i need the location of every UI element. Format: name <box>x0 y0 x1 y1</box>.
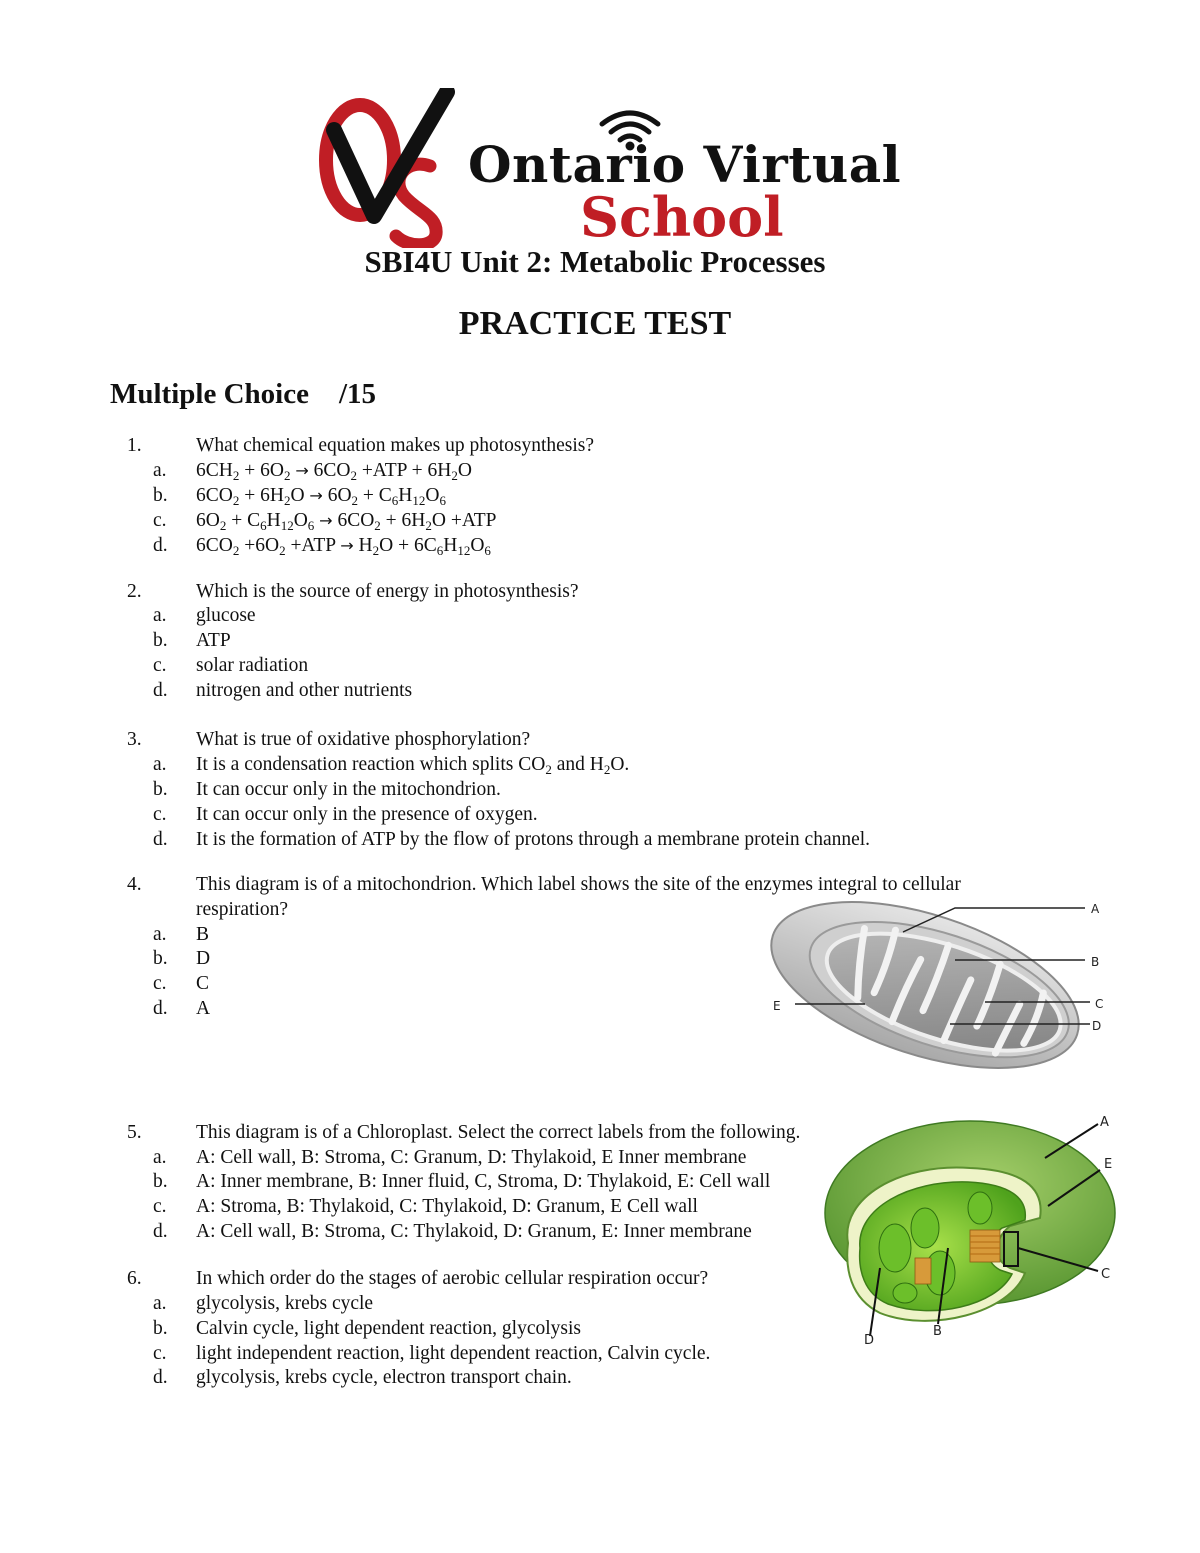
option-text: glucose <box>196 605 256 626</box>
diagram-label: A <box>1091 902 1100 916</box>
option-text: nitrogen and other nutrients <box>196 680 413 701</box>
question-number: 1. <box>127 435 142 456</box>
option-letter: a. <box>153 1293 167 1314</box>
diagram-label: D <box>1092 1019 1102 1033</box>
question-number: 6. <box>127 1268 142 1289</box>
diagram-label: C <box>1095 997 1104 1011</box>
option-letter: b. <box>153 485 168 506</box>
option-letter: d. <box>153 535 168 556</box>
option-letter: d. <box>153 1367 168 1388</box>
option-letter: d. <box>153 1221 168 1242</box>
option-text: It can occur only in the mitochondrion. <box>196 779 501 800</box>
option-letter: d. <box>153 680 168 701</box>
option-text: A: Cell wall, B: Stroma, C: Thylakoid, D: Granum, E: Inner membrane <box>196 1221 752 1242</box>
diagram-label: A <box>1100 1115 1109 1130</box>
diagram-label: E <box>773 999 781 1013</box>
option-letter: c. <box>153 1196 167 1217</box>
option-text: C <box>196 973 210 994</box>
option-text: light independent reaction, light dependent reaction, Calvin cycle. <box>196 1343 711 1364</box>
option-letter: a. <box>153 924 167 945</box>
question-number: 3. <box>127 729 142 750</box>
question-text: In which order do the stages of aerobic cellular respiration occur? <box>196 1268 709 1289</box>
question-text: What is true of oxidative phosphorylation? <box>196 729 531 750</box>
option-text: A: Cell wall, B: Stroma, C: Granum, D: Thylakoid, E Inner membrane <box>196 1147 747 1168</box>
option-text: A <box>196 998 211 1019</box>
option-letter: b. <box>153 630 168 651</box>
section-score: /15 <box>338 378 377 410</box>
section-title: Multiple Choice <box>110 378 309 410</box>
option-text: ATP <box>196 630 231 651</box>
option-letter: c. <box>153 804 167 825</box>
option-text: Calvin cycle, light dependent reaction, glycolysis <box>196 1318 582 1339</box>
question-text: This diagram is of a Chloroplast. Select the correct labels from the following. <box>196 1122 801 1143</box>
diagram-label: E <box>1104 1157 1113 1172</box>
option-text: glycolysis, krebs cycle, electron transport chain. <box>196 1367 572 1388</box>
question-number: 5. <box>127 1122 142 1143</box>
option-letter: c. <box>153 655 167 676</box>
question-number: 2. <box>127 581 142 602</box>
logo-line1: Ontario Virtual <box>468 135 902 194</box>
mitochondrion-diagram <box>755 890 1115 1085</box>
diagram-label: D <box>864 1333 875 1348</box>
question-text-cont: respiration? <box>196 899 289 920</box>
option-text: B <box>196 924 210 945</box>
diagram-label: B <box>933 1324 942 1339</box>
question-number: 4. <box>127 874 142 895</box>
logo-line2: School <box>580 185 784 249</box>
option-letter: b. <box>153 948 168 969</box>
course-title: SBI4U Unit 2: Metabolic Processes <box>364 244 826 279</box>
option-formula-1b: $6CO_2 + 6H_2O \to 6O_2 + C_6H_{12}O_6$ <box>196 485 446 508</box>
option-text: It can occur only in the presence of oxygen. <box>196 804 538 825</box>
option-letter: b. <box>153 1171 168 1192</box>
question-text: What chemical equation makes up photosynthesis? <box>196 435 595 456</box>
diagram-label: C <box>1101 1267 1111 1282</box>
chloroplast-diagram <box>820 1108 1120 1348</box>
option-text: It is the formation of ATP by the flow of protons through a membrane protein channel. <box>196 829 871 850</box>
option-text: D <box>196 948 211 969</box>
option-text: A: Inner membrane, B: Inner fluid, C, Stroma, D: Thylakoid, E: Cell wall <box>196 1171 771 1192</box>
section-heading <box>110 378 376 411</box>
option-letter: d. <box>153 998 168 1019</box>
option-formula-1c: $6O_2 + C_6H_{12}O_6 \to 6CO_2 + 6H_2O +ATP$ <box>196 510 497 533</box>
option-letter: d. <box>153 829 168 850</box>
option-formula-1a: $6CH_2 + 6O_2 \to 6CO_2 +ATP + 6H_2O$ <box>196 460 472 483</box>
option-text: glycolysis, krebs cycle <box>196 1293 374 1314</box>
test-title: PRACTICE TEST <box>458 305 732 342</box>
question-text: Which is the source of energy in photosynthesis? <box>196 581 579 602</box>
option-letter: c. <box>153 1343 167 1364</box>
option-letter: c. <box>153 510 167 531</box>
option-letter: a. <box>153 460 167 481</box>
option-letter: a. <box>153 1147 167 1168</box>
option-formula-3a: It is a condensation reaction which splits $CO_2$ and $H_2O$. <box>196 754 630 777</box>
diagram-label: B <box>1091 955 1100 969</box>
option-formula-1d: $6CO_2 +6O_2 +ATP \to H_2O + 6C_6H_{12}O_6$ <box>196 535 491 558</box>
option-letter: c. <box>153 973 167 994</box>
question-text: This diagram is of a mitochondrion. Which label shows the site of the enzymes integral to cellular <box>196 874 961 895</box>
option-letter: a. <box>153 754 167 775</box>
option-letter: b. <box>153 779 168 800</box>
option-letter: a. <box>153 605 167 626</box>
option-text: A: Stroma, B: Thylakoid, C: Thylakoid, D: Granum, E Cell wall <box>196 1196 698 1217</box>
option-text: solar radiation <box>196 655 309 676</box>
option-letter: b. <box>153 1318 168 1339</box>
